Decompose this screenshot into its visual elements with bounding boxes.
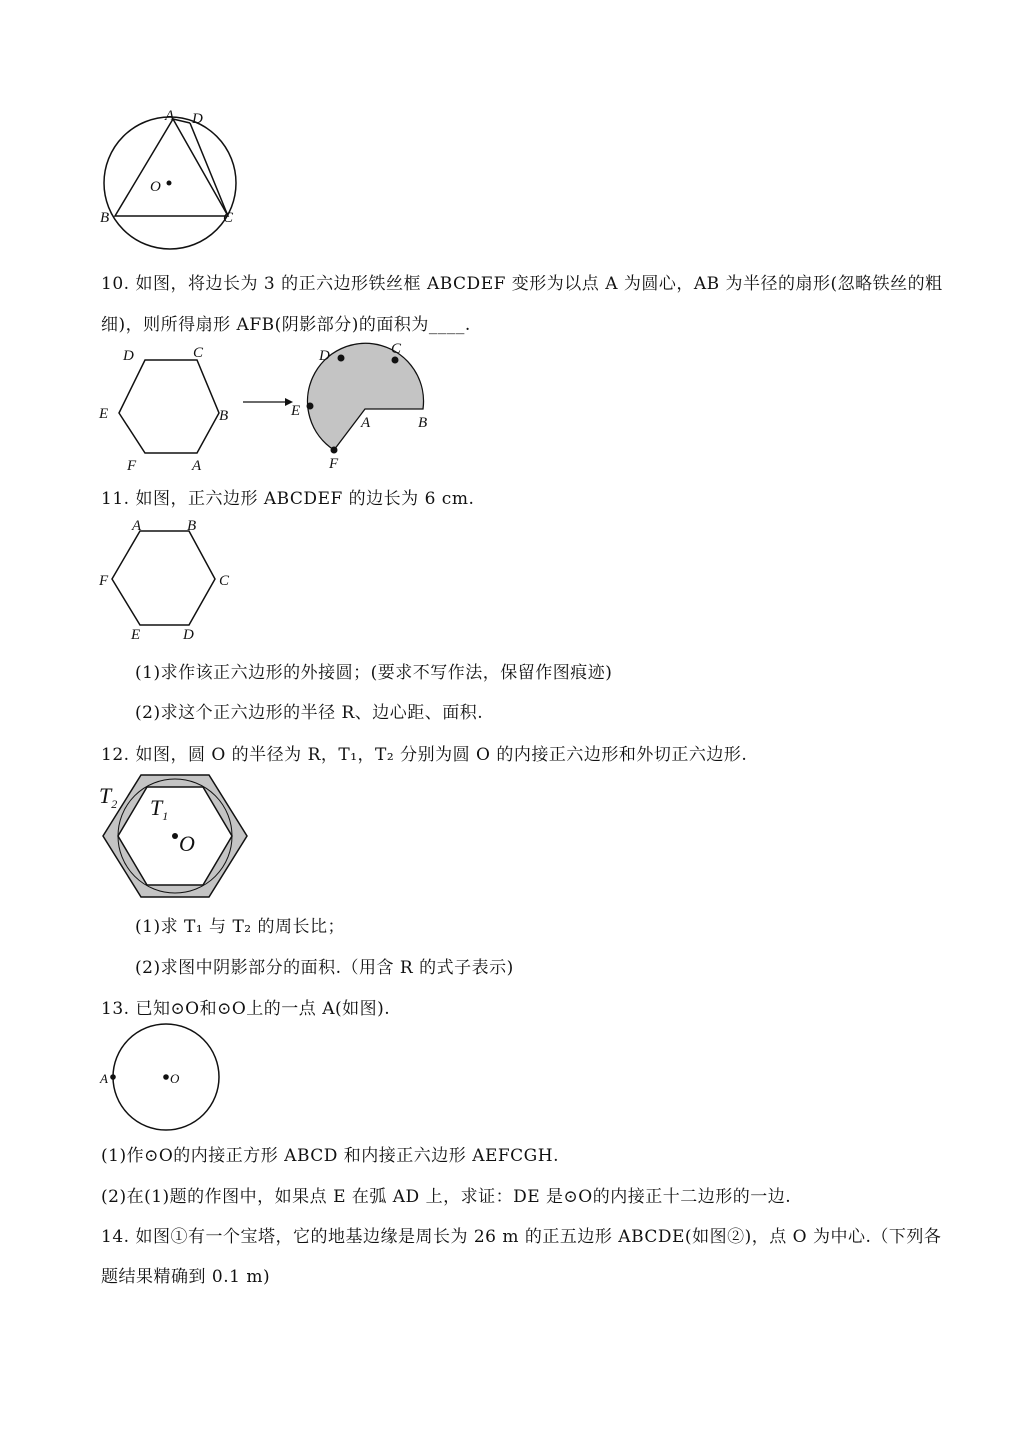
label-d2: D: [319, 348, 330, 364]
label-a: A: [192, 458, 202, 474]
hexagon-abcdef: [112, 531, 215, 625]
label-b: B: [187, 518, 197, 534]
label-c: C: [219, 573, 230, 589]
q11-part2: (2)求这个正六边形的半径 R、边心距、面积.: [135, 703, 484, 723]
q11-line: 11. 如图，正六边形 ABCDEF 的边长为 6 cm.: [101, 489, 475, 509]
label-f2: F: [329, 456, 339, 472]
point-e: [307, 403, 314, 410]
point-f: [331, 447, 338, 454]
label-f: F: [127, 458, 137, 474]
figure-inscribed-circumscribed-hexagons: [95, 770, 255, 905]
figure-circle-triangle: [95, 105, 245, 255]
q14-line-a: 14. 如图①有一个宝塔，它的地基边缘是周长为 26 m 的正五边形 ABCDE(如图②)，点 O 为中心.（下列各: [101, 1227, 942, 1247]
label-d: D: [192, 111, 203, 127]
figure-hexagon-q11: [95, 515, 245, 645]
label-a: A: [132, 518, 142, 534]
label-b2: B: [418, 415, 428, 431]
center-point: [172, 833, 178, 839]
figure-circle-q13: [95, 1022, 225, 1134]
q13-line: 13. 已知⊙O和⊙O上的一点 A(如图).: [101, 999, 391, 1019]
point-c: [392, 357, 399, 364]
label-b: B: [100, 210, 110, 226]
label-e2: E: [291, 403, 301, 419]
label-e: E: [131, 627, 141, 643]
label-e: E: [99, 406, 109, 422]
q14-line-b: 题结果精确到 0.1 m): [101, 1267, 271, 1287]
label-a2: A: [361, 415, 371, 431]
q13-part2: (2)在(1)题的作图中，如果点 E 在弧 AD 上，求证：DE 是⊙O的内接正十二边形的一边.: [101, 1187, 792, 1207]
center-point: [167, 181, 172, 186]
label-a: A: [100, 1071, 108, 1086]
label-a: A: [165, 108, 175, 124]
q10-line-b: 细)，则所得扇形 AFB(阴影部分)的面积为____.: [101, 315, 471, 335]
q12-part2: (2)求图中阴影部分的面积.（用含 R 的式子表示): [135, 958, 514, 978]
label-o: O: [150, 179, 161, 195]
label-f: F: [99, 573, 109, 589]
label-t1: $T_1$: [150, 795, 169, 823]
label-c: C: [193, 345, 204, 361]
figure-hexagon-to-sector: [95, 340, 445, 475]
q10-line-a: 10. 如图，将边长为 3 的正六边形铁丝框 ABCDEF 变形为以点 A 为圆心，AB 为半径的扇形(忽略铁丝的粗: [101, 274, 943, 294]
q12-part1: (1)求 T₁ 与 T₂ 的周长比；: [135, 917, 346, 937]
hexagon-abcdef: [119, 360, 219, 453]
label-d: D: [123, 348, 134, 364]
segment-dc: [190, 123, 228, 216]
label-b: B: [219, 408, 229, 424]
label-c2: C: [391, 341, 402, 357]
point-d: [338, 355, 345, 362]
q11-part1: (1)求作该正六边形的外接圆；(要求不写作法，保留作图痕迹): [135, 663, 613, 683]
triangle-abc: [115, 119, 228, 216]
point-a: [110, 1074, 116, 1080]
label-d: D: [183, 627, 194, 643]
q12-line: 12. 如图，圆 O 的半径为 R，T₁，T₂ 分别为圆 O 的内接正六边形和外切正六边形.: [101, 745, 748, 765]
center-point: [163, 1074, 169, 1080]
label-t2: $T_2$: [99, 783, 118, 811]
q13-part1: (1)作⊙O的内接正方形 ABCD 和内接正六边形 AEFCGH.: [101, 1146, 559, 1166]
label-c: C: [223, 210, 234, 226]
label-o: O: [179, 831, 195, 856]
label-o: O: [170, 1071, 180, 1086]
